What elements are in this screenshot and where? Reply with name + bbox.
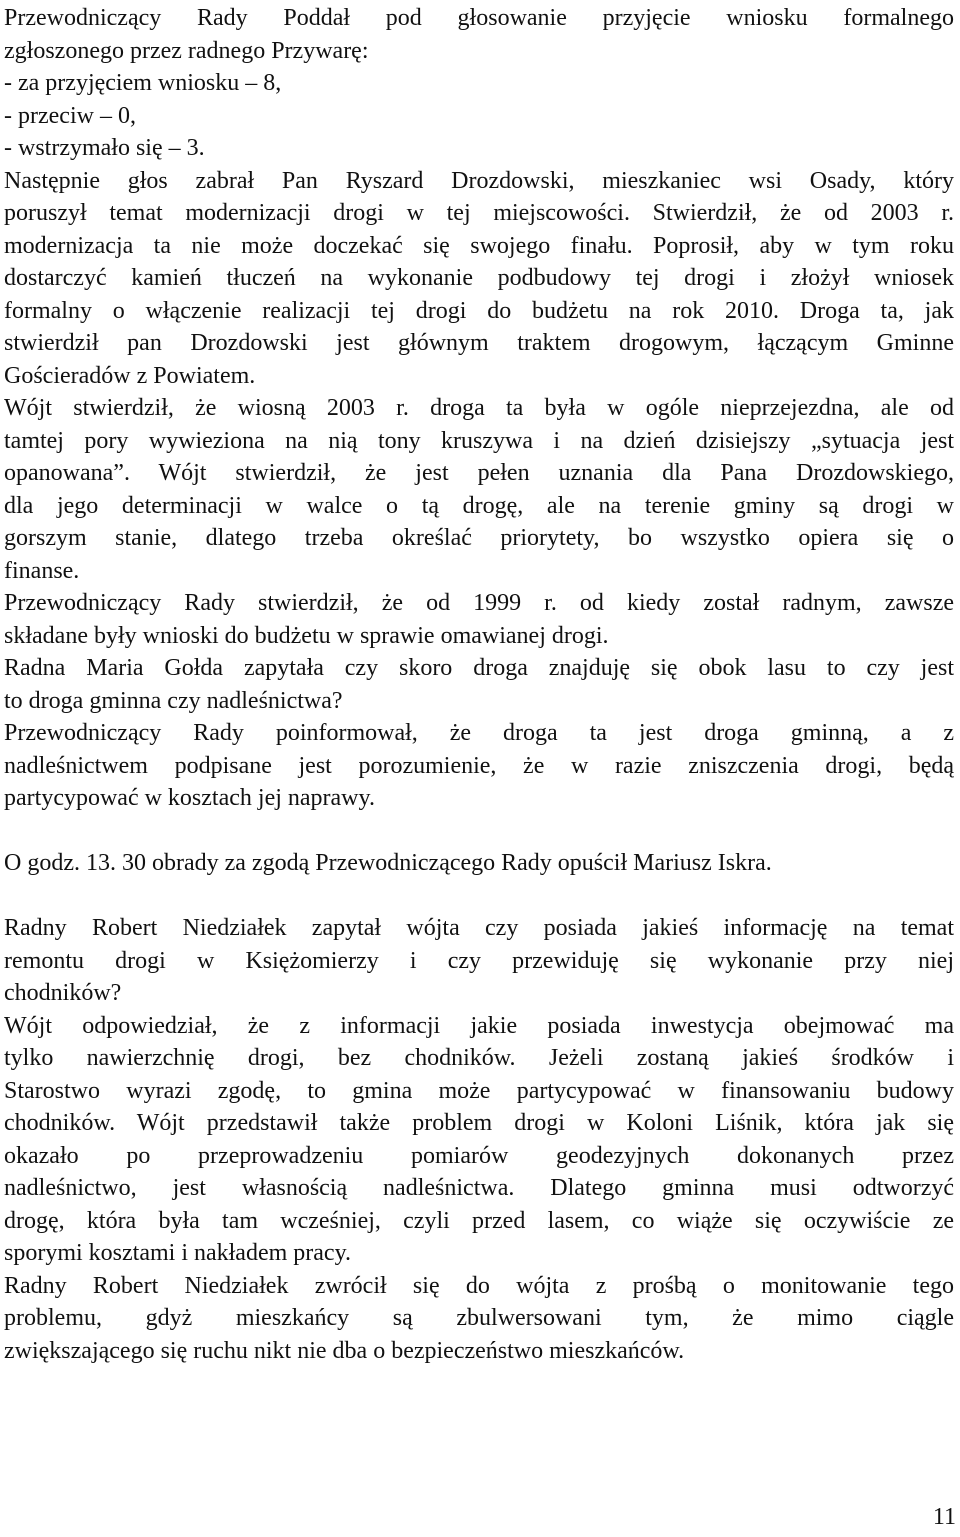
text-line: zgłoszonego przez radnego Przywarę: — [4, 37, 369, 64]
text-line: okazało po przeprowadzeniu pomiarów geodezyjnych dokonanych przez — [4, 1142, 954, 1169]
text-line: Przewodniczący Rady stwierdził, że od 1999 r. od kiedy został radnym, zawsze — [4, 590, 954, 616]
text-line: Wójt odpowiedział, że z informacji jakie posiada inwestycja obejmować ma — [4, 1012, 954, 1039]
text-line: chodników? — [4, 980, 122, 1006]
text-line: zwiększającego się ruchu nikt nie dba o bezpieczeństwo mieszkańców. — [4, 1337, 685, 1364]
text-line: - wstrzymało się – 3. — [4, 135, 205, 161]
text-line: - przeciw – 0, — [4, 102, 136, 129]
text-line: gorszym stanie, dlatego trzeba określać priorytety, bo wszystko opiera się o — [4, 525, 954, 551]
text-line: Radna Maria Gołda zapytała czy skoro droga znajduję się obok lasu to czy jest — [4, 655, 954, 681]
text-line: finanse. — [4, 557, 80, 584]
text-line: to droga gminna czy nadleśnictwa? — [4, 687, 343, 714]
text-line: składane były wnioski do budżetu w sprawie omawianej drogi. — [4, 622, 609, 649]
text-line: nadleśnictwo, jest własnością nadleśnictwa. Dlatego gminna musi odtworzyć — [4, 1175, 954, 1201]
text-line: problemu, gdyż mieszkańcy są zbulwersowani tym, że mimo ciągle — [4, 1305, 954, 1331]
text-line: poruszył temat modernizacji drogi w tej miejscowości. Stwierdził, że od 2003 r. — [4, 200, 954, 226]
text-line: Gościeradów z Powiatem. — [4, 362, 256, 389]
text-line: - za przyjęciem wniosku – 8, — [4, 70, 282, 96]
text-line: modernizacja ta nie może doczekać się swojego finału. Poprosił, aby w tym roku — [4, 232, 954, 259]
text-line: Przewodniczący Rady poinformował, że droga ta jest droga gminną, a z — [4, 720, 954, 746]
blank-line — [4, 815, 956, 848]
text-line: sporymi kosztami i nakładem pracy. — [4, 1240, 352, 1266]
blank-line — [4, 880, 956, 913]
text-line: tylko nawierzchnię drogi, bez chodników. Jeżeli zostaną jakieś środków i — [4, 1045, 954, 1071]
text-line: chodników. Wójt przedstawił także problem drogi w Koloni Liśnik, która jak się — [4, 1110, 954, 1136]
text-line: partycypować w kosztach jej naprawy. — [4, 785, 375, 811]
text-line: stwierdził pan Drozdowski jest głównym traktem drogowym, łączącym Gminne — [4, 330, 954, 356]
text-line: Przewodniczący Rady Poddał pod głosowanie przyjęcie wniosku formalnego — [4, 5, 954, 31]
text-line: Wójt stwierdził, że wiosną 2003 r. droga ta była w ogóle nieprzejezdna, ale od — [4, 395, 954, 421]
page-number: 11 — [932, 1504, 956, 1530]
text-line: opanowana”. Wójt stwierdził, że jest pełen uznania dla Pana Drozdowskiego, — [4, 460, 954, 486]
text-line: drogę, która była tam wcześniej, czyli przed lasem, co wiąże się oczywiście ze — [4, 1207, 954, 1234]
document-body — [4, 2, 956, 1367]
text-line: remontu drogi w Księżomierzy i czy przewiduję się wykonanie przy niej — [4, 947, 954, 974]
text-line: tamtej pory wywieziona na nią tony kruszywa i na dzień dzisiejszy „sytuacja jest — [4, 427, 954, 454]
text-line: dla jego determinacji w walce o tą drogę, ale na terenie gminy są drogi w — [4, 492, 954, 519]
text-line: Radny Robert Niedziałek zwrócił się do wójta z prośbą o monitowanie tego — [4, 1272, 954, 1299]
text-line: dostarczyć kamień tłuczeń na wykonanie podbudowy tej drogi i złożył wniosek — [4, 265, 954, 291]
text-line: nadleśnictwem podpisane jest porozumienie, że w razie zniszczenia drogi, będą — [4, 752, 954, 779]
text-line: formalny o włączenie realizacji tej drogi do budżetu na rok 2010. Droga ta, jak — [4, 297, 954, 324]
text-line: O godz. 13. 30 obrady za zgodą Przewodniczącego Rady opuścił Mariusz Iskra. — [4, 850, 772, 876]
text-line: Następnie głos zabrał Pan Ryszard Drozdowski, mieszkaniec wsi Osady, który — [4, 167, 954, 194]
text-line: Radny Robert Niedziałek zapytał wójta czy posiada jakieś informację na temat — [4, 915, 954, 941]
text-line: Starostwo wyrazi zgodę, to gmina może partycypować w finansowaniu budowy — [4, 1077, 954, 1104]
